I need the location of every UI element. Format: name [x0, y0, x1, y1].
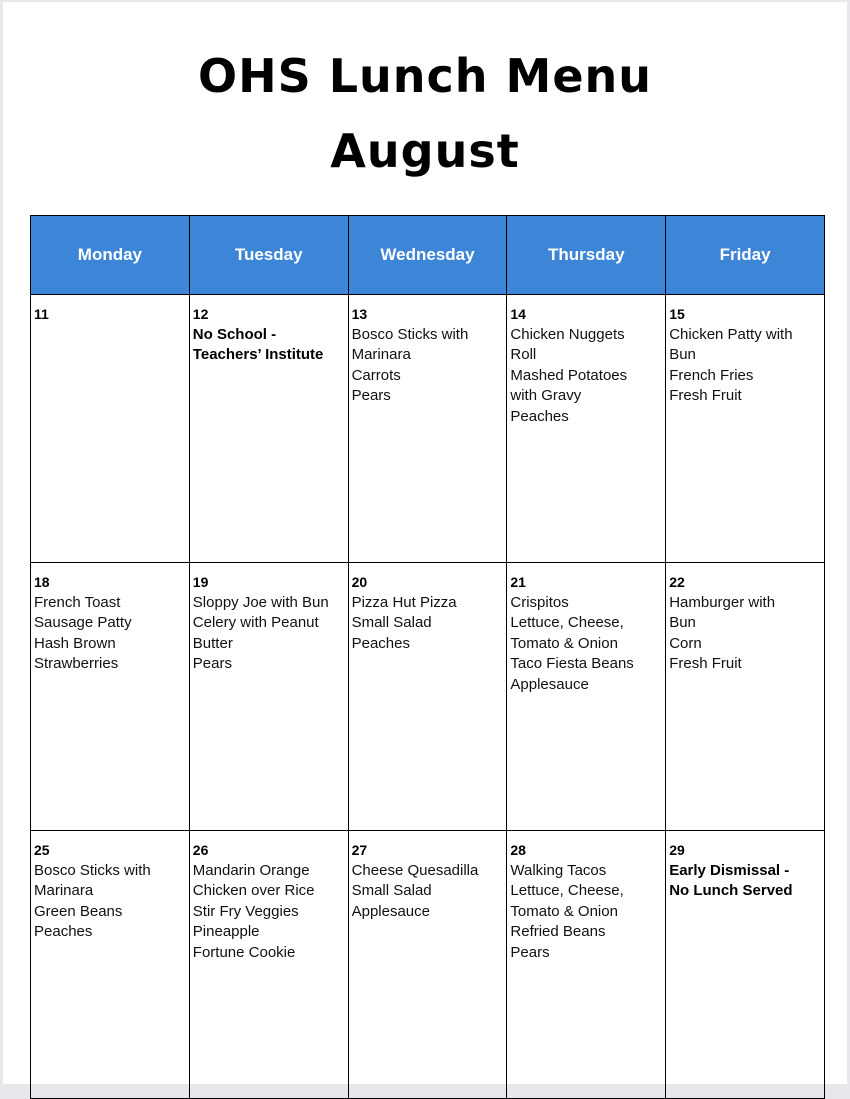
menu-item: Stir Fry Veggies [192, 902, 299, 920]
menu-item: Fortune Cookie [192, 943, 296, 961]
menu-item: Crispitos [510, 593, 569, 611]
day-notice: No Lunch Served [669, 882, 793, 899]
day-cell [348, 831, 507, 1099]
week-row [31, 563, 825, 831]
day-cell [348, 563, 507, 831]
menu-item: Bun [669, 346, 696, 363]
menu-item: Lettuce, Cheese, [510, 614, 624, 631]
day-cell [189, 563, 348, 831]
day-cell [507, 831, 666, 1099]
day-cell [189, 295, 348, 563]
menu-item: Fresh Fruit [669, 655, 742, 672]
menu-item: Marinara [34, 882, 94, 899]
day-number: 11 [34, 306, 49, 322]
menu-item: Chicken Nuggets [510, 325, 625, 343]
menu-item: Butter [192, 634, 233, 652]
calendar-body [31, 295, 825, 1099]
menu-item: Bosco Sticks with [34, 861, 151, 879]
menu-item: Pineapple [192, 923, 260, 940]
menu-item: with Gravy [510, 387, 582, 404]
day-cell [31, 295, 190, 563]
day-number: 12 [192, 306, 209, 322]
menu-item: Small Salad [351, 882, 432, 899]
day-notice: No School - [192, 325, 277, 343]
weekday-header: Wednesday [348, 216, 507, 295]
menu-item: Sausage Patty [34, 614, 132, 631]
menu-item: Pears [510, 943, 550, 961]
menu-item: Mandarin Orange [192, 861, 310, 879]
day-number: 28 [510, 842, 526, 858]
day-number: 18 [34, 574, 50, 590]
day-cell [31, 831, 190, 1099]
day-number: 26 [192, 842, 209, 858]
weekday-header-row [31, 216, 825, 295]
menu-item: French Toast [34, 593, 121, 611]
day-number: 15 [669, 306, 685, 322]
menu-item: Lettuce, Cheese, [510, 882, 624, 899]
day-number: 29 [669, 842, 685, 858]
menu-item: Green Beans [34, 902, 123, 920]
menu-item: Cheese Quesadilla [351, 861, 479, 879]
menu-item: Carrots [351, 366, 401, 384]
day-cell [31, 563, 190, 831]
week-row [31, 295, 825, 563]
day-number: 14 [510, 306, 526, 322]
day-notice: Early Dismissal - [669, 861, 790, 879]
menu-page [3, 2, 847, 1084]
menu-item: Celery with Peanut [192, 614, 319, 631]
menu-item: French Fries [669, 366, 754, 384]
menu-item: Applesauce [510, 675, 589, 693]
menu-item: Refried Beans [510, 923, 606, 940]
menu-item: Peaches [34, 923, 93, 940]
menu-item: Applesauce [351, 902, 430, 920]
day-cell [507, 295, 666, 563]
week-row [31, 831, 825, 1099]
menu-item: Fresh Fruit [669, 387, 742, 404]
day-number: 21 [510, 574, 526, 590]
weekday-header: Thursday [507, 216, 666, 295]
menu-item: Pizza Hut Pizza [351, 593, 457, 611]
menu-item: Hash Brown [34, 634, 116, 652]
menu-item: Mashed Potatoes [510, 366, 628, 384]
day-cell [666, 831, 825, 1099]
day-number: 19 [192, 574, 209, 590]
day-number: 22 [669, 574, 685, 590]
menu-item: Bun [669, 614, 696, 631]
day-cell [348, 295, 507, 563]
day-cell [666, 563, 825, 831]
menu-item: Roll [510, 346, 537, 363]
menu-item: Tomato & Onion [510, 902, 618, 920]
menu-item: Chicken Patty with [669, 325, 793, 343]
menu-item: Peaches [351, 634, 410, 652]
menu-month: August [330, 124, 520, 178]
menu-item: Strawberries [34, 655, 119, 672]
menu-item: Pears [192, 655, 232, 672]
menu-item: Taco Fiesta Beans [510, 655, 634, 672]
menu-item: Corn [669, 634, 702, 652]
day-cell [507, 563, 666, 831]
lunch-calendar-table [30, 215, 825, 1099]
weekday-header: Friday [666, 216, 825, 295]
menu-item: Tomato & Onion [510, 634, 618, 652]
menu-item: Small Salad [351, 614, 432, 631]
menu-item: Marinara [351, 346, 411, 363]
weekday-header: Monday [31, 216, 190, 295]
menu-title: OHS Lunch Menu [197, 49, 653, 103]
day-number: 20 [351, 574, 368, 590]
menu-item: Peaches [510, 407, 569, 425]
day-cell [189, 831, 348, 1099]
day-number: 25 [34, 842, 50, 858]
day-number: 27 [351, 842, 368, 858]
day-notice: Teachers’ Institute [192, 346, 324, 363]
menu-item: Hamburger with [669, 593, 776, 611]
menu-item: Sloppy Joe with Bun [192, 593, 329, 611]
menu-item: Pears [351, 387, 391, 404]
menu-item: Walking Tacos [510, 861, 607, 879]
weekday-header: Tuesday [189, 216, 348, 295]
day-number: 13 [351, 306, 368, 322]
day-cell [666, 295, 825, 563]
menu-item: Bosco Sticks with [351, 325, 469, 343]
menu-item: Chicken over Rice [192, 882, 315, 899]
